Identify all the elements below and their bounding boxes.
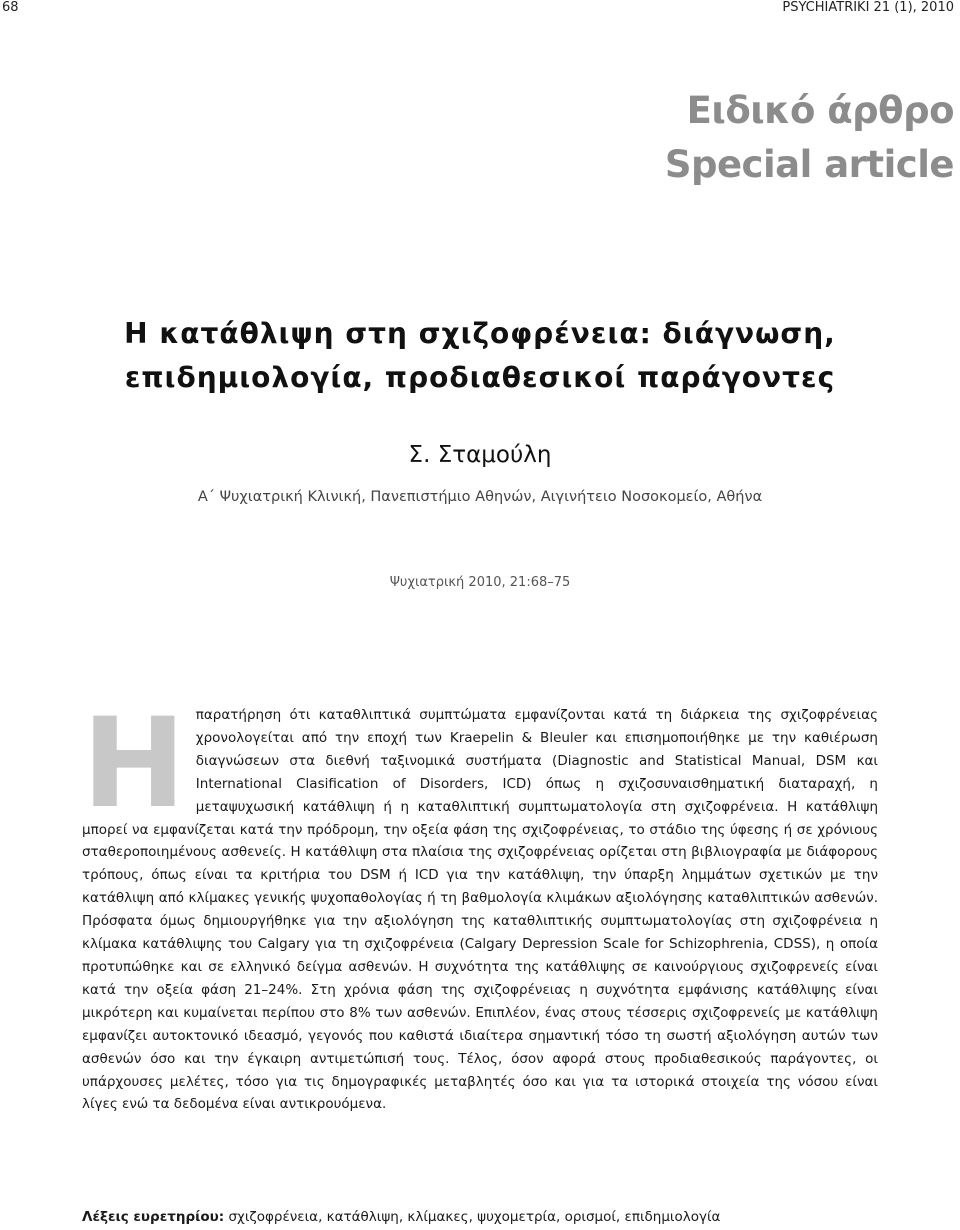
article-type-greek: Ειδικό άρθρο — [686, 89, 954, 132]
article-title — [0, 312, 960, 400]
abstract-text: παρατήρηση ότι καταθλιπτικά συμπτώματα εμφανίζονται κατά τη διάρκεια της σχιζοφρένειας χρονολογείται από την εποχή των Kraepelin & Bleuler και επισημοποιήθηκε με την καθιέρωση διαγνώσεων στα διεθνή ταξινομικά συστήματα (Diagnostic and Statistical Manual, DSM και International Clasification of Disorders, ICD) όπως η σχιζοσυναισθηματική διαταραχή, η μεταψυχωσική κατάθλιψη ή η καταθλιπτική συμπτωματολογία στη σχιζοφρένεια. Η κατάθλιψη μπορεί να εμφανίζεται κατά την πρόδρομη, την οξεία φάση της σχιζοφρένειας, το στάδιο της ύφεσης ή σε χρόνιους σταθεροποιημένους ασθενείς. Η κατάθλιψη στα πλαίσια της σχιζοφρένειας ορίζεται στη βιβλιογραφία με διάφορους τρόπους, όπως είναι τα κριτήρια του DSM ή ICD για την κατάθλιψη, την ύπαρξη λημμάτων σχετικών με την κατάθλιψη από κλίμακες γενικής ψυχοπαθολογίας ή τη βαθμολογία κλιμάκων αξιολόγησης καταθλιπτικών ασθενών. Πρόσφατα όμως δημιουργήθηκε για την αξιολόγηση της καταθλιπτικής συμπτωματολογίας στη σχιζοφρένεια η κλίμακα κατάθλιψης του Calgary για τη σχιζοφρένεια (Calgary Depression Scale for Schizophrenia, CDSS), η οποία προτυπώθηκε και σε ελληνικό δείγμα ασθενών. Η συχνότητα της κατάθλιψης σε καινούργιους σχιζοφρενείς είναι κατά την οξεία φάση 21–24%. Στη χρόνια φάση της σχιζοφρένειας η συχνότητα εμφάνισης κατάθλιψης είναι μικρότερη και κυμαίνεται περίπου στο 8% των ασθενών. Επιπλέον, ένας στους τέσσερις σχιζοφρενείς με κατάθλιψη εμφανίζει αυτοκτονικό ιδεασμό, γεγονός που καθιστά ιδιαίτερα σημαντική τόσο τη σωστή αξιολόγηση αυτών των ασθενών όσο και την έγκαιρη αντιμετώπισή τους. Τέλος, όσον αφορά στους προδιαθεσικούς παράγοντες, οι υπάρχουσες μελέτες, τόσο για τις δημογραφικές μεταβλητές όσο και για τα ιστορικά στοιχεία της νόσου είναι λίγες ενώ τα δεδομένα είναι αντικρουόμενα. — [82, 707, 878, 1113]
keywords-text: σχιζοφρένεια, κατάθλιψη, κλίμακες, ψυχομετρία, ορισμοί, επιδημιολογία — [228, 1209, 721, 1225]
author-name: Σ. Σταμούλη — [408, 442, 552, 468]
abstract-paragraph — [82, 692, 878, 1116]
keywords-label: Λέξεις ευρετηρίου: — [82, 1209, 225, 1225]
author-affiliation: Α΄ Ψυχιατρική Κλινική, Πανεπιστήμιο Αθηνών, Αιγινήτειο Νοσοκομείο, Αθήνα — [197, 489, 763, 505]
citation-line: Ψυχιατρική 2010, 21:68–75 — [389, 575, 571, 590]
journal-reference: PSYCHIATRIKI 21 (1), 2010 — [782, 0, 954, 15]
article-title-line-2: επιδημιολογία, προδιαθεσικοί παράγοντες — [124, 361, 836, 394]
keywords-line — [82, 1209, 902, 1225]
running-head — [0, 0, 960, 20]
drop-cap-letter: Η — [82, 692, 186, 836]
article-type-english: Special article — [664, 143, 954, 186]
page-number: 68 — [2, 0, 19, 15]
article-title-line-1: Η κατάθλιψη στη σχιζοφρένεια: διάγνωση, — [124, 317, 836, 350]
article-type-heading — [665, 84, 954, 192]
